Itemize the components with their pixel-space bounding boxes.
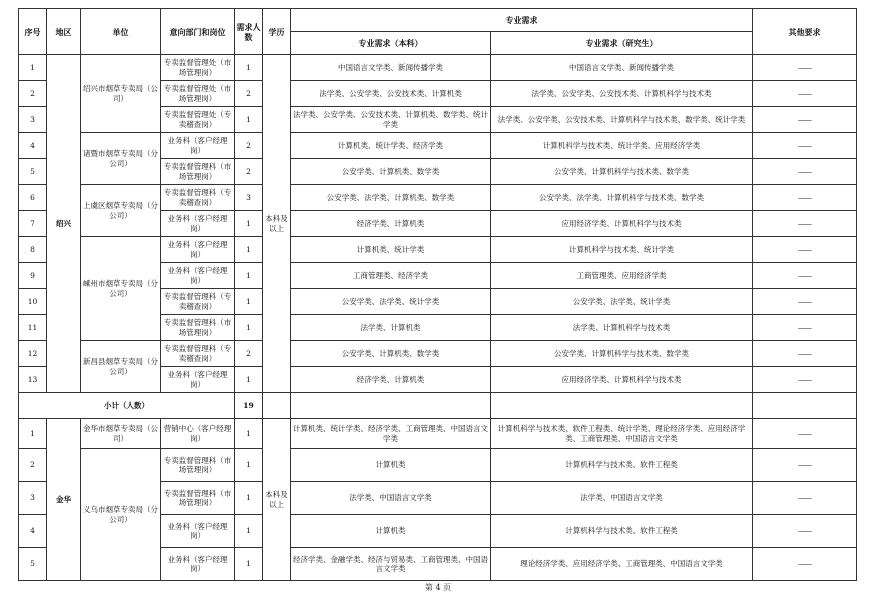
region-cell: 绍兴 bbox=[47, 55, 81, 393]
major-ug-cell: 公安学类、法学类、计算机类、数学类 bbox=[291, 185, 491, 211]
row-seq: 1 bbox=[19, 55, 47, 81]
row-seq: 8 bbox=[19, 237, 47, 263]
major-pg-cell: 公安学类、计算机科学与技术类、数学类 bbox=[491, 159, 753, 185]
unit-cell: 新昌县烟草专卖局（分公司） bbox=[81, 341, 161, 393]
other-cell: —— bbox=[753, 263, 857, 289]
header-other: 其他要求 bbox=[753, 9, 857, 55]
dept-cell: 业务科（客户经理岗） bbox=[161, 515, 235, 548]
header-major: 专业需求 bbox=[291, 9, 753, 32]
dept-cell: 业务科（客户经理岗） bbox=[161, 548, 235, 581]
other-cell: —— bbox=[753, 107, 857, 133]
row-seq: 13 bbox=[19, 367, 47, 393]
other-cell: —— bbox=[753, 548, 857, 581]
major-pg-cell: 应用经济学类、计算机科学与技术类 bbox=[491, 367, 753, 393]
dept-cell: 营销中心（客户经理岗） bbox=[161, 419, 235, 449]
dept-cell: 专卖监督管理科（市场管理岗） bbox=[161, 159, 235, 185]
count-cell: 2 bbox=[235, 159, 263, 185]
region-cell: 金华 bbox=[47, 419, 81, 581]
row-seq: 4 bbox=[19, 133, 47, 159]
count-cell: 1 bbox=[235, 515, 263, 548]
header-major-pg: 专业需求（研究生） bbox=[491, 32, 753, 55]
major-pg-cell: 公安学类、法学类、统计学类 bbox=[491, 289, 753, 315]
major-pg-cell: 理论经济学类、应用经济学类、工商管理类、中国语言文学类 bbox=[491, 548, 753, 581]
header-unit: 单位 bbox=[81, 9, 161, 55]
dept-cell: 专卖监督管理科（市场管理岗） bbox=[161, 449, 235, 482]
major-ug-cell: 经济学类、金融学类、经济与贸易类、工商管理类、中国语言文学类 bbox=[291, 548, 491, 581]
major-pg-cell: 公安学类、法学类、计算机科学与技术类、数学类 bbox=[491, 185, 753, 211]
edu-cell: 本科及以上 bbox=[263, 55, 291, 393]
count-cell: 1 bbox=[235, 315, 263, 341]
page-number: 第 4 页 bbox=[424, 583, 452, 592]
row-seq: 1 bbox=[19, 419, 47, 449]
major-pg-cell: 计算机科学与技术类、软件工程类 bbox=[491, 449, 753, 482]
major-ug-cell: 公安学类、计算机类、数学类 bbox=[291, 159, 491, 185]
count-cell: 1 bbox=[235, 419, 263, 449]
major-ug-cell: 计算机类 bbox=[291, 449, 491, 482]
dept-cell: 专卖监督管理处（市场管理岗） bbox=[161, 81, 235, 107]
row-seq: 3 bbox=[19, 107, 47, 133]
major-ug-cell: 法学类、中国语言文学类 bbox=[291, 482, 491, 515]
other-cell: —— bbox=[753, 55, 857, 81]
row-seq: 5 bbox=[19, 159, 47, 185]
row-seq: 2 bbox=[19, 449, 47, 482]
table-row bbox=[19, 341, 857, 367]
other-cell: —— bbox=[753, 289, 857, 315]
row-seq: 12 bbox=[19, 341, 47, 367]
major-ug-cell: 工商管理类、经济学类 bbox=[291, 263, 491, 289]
row-seq: 7 bbox=[19, 211, 47, 237]
other-cell: —— bbox=[753, 81, 857, 107]
dept-cell: 业务科（客户经理岗） bbox=[161, 211, 235, 237]
header-count: 需求人数 bbox=[235, 9, 263, 55]
major-pg-cell: 应用经济学类、计算机科学与技术类 bbox=[491, 211, 753, 237]
header-major-ug: 专业需求（本科） bbox=[291, 32, 491, 55]
edu-cell: 本科及以上 bbox=[263, 419, 291, 581]
header-seq: 序号 bbox=[19, 9, 47, 55]
dept-cell: 专卖监督管理处（市场管理岗） bbox=[161, 55, 235, 81]
unit-cell: 诸暨市烟草专卖局（分公司） bbox=[81, 133, 161, 185]
table-row bbox=[19, 449, 857, 482]
subtotal-value: 19 bbox=[235, 393, 263, 419]
dept-cell: 专卖监督管理处（专卖稽查岗） bbox=[161, 107, 235, 133]
count-cell: 1 bbox=[235, 107, 263, 133]
table-row bbox=[19, 237, 857, 263]
major-pg-cell: 计算机科学与技术类、统计学类 bbox=[491, 237, 753, 263]
header-region: 地区 bbox=[47, 9, 81, 55]
row-seq: 3 bbox=[19, 482, 47, 515]
major-ug-cell: 经济学类、计算机类 bbox=[291, 367, 491, 393]
table-row bbox=[19, 55, 857, 81]
subtotal-empty bbox=[263, 393, 291, 419]
major-ug-cell: 计算机类、统计学类 bbox=[291, 237, 491, 263]
other-cell: —— bbox=[753, 315, 857, 341]
other-cell: —— bbox=[753, 482, 857, 515]
other-cell: —— bbox=[753, 515, 857, 548]
major-pg-cell: 工商管理类、应用经济学类 bbox=[491, 263, 753, 289]
recruitment-table bbox=[18, 8, 857, 581]
dept-cell: 业务科（客户经理岗） bbox=[161, 133, 235, 159]
major-pg-cell: 公安学类、计算机科学与技术类、数学类 bbox=[491, 341, 753, 367]
major-pg-cell: 计算机科学与技术类、软件工程类 bbox=[491, 515, 753, 548]
major-pg-cell: 法学类、中国语言文学类 bbox=[491, 482, 753, 515]
subtotal-empty bbox=[491, 393, 753, 419]
other-cell: —— bbox=[753, 237, 857, 263]
unit-cell: 嵊州市烟草专卖局（分公司） bbox=[81, 237, 161, 341]
subtotal-label: 小计（人数） bbox=[19, 393, 235, 419]
count-cell: 1 bbox=[235, 237, 263, 263]
major-ug-cell: 公安学类、计算机类、数学类 bbox=[291, 341, 491, 367]
row-seq: 10 bbox=[19, 289, 47, 315]
row-seq: 4 bbox=[19, 515, 47, 548]
other-cell: —— bbox=[753, 133, 857, 159]
subtotal-row bbox=[19, 393, 857, 419]
dept-cell: 专卖监督管理科（市场管理岗） bbox=[161, 482, 235, 515]
other-cell: —— bbox=[753, 159, 857, 185]
major-ug-cell: 计算机类、统计学类、经济学类 bbox=[291, 133, 491, 159]
count-cell: 1 bbox=[235, 289, 263, 315]
dept-cell: 专卖监督管理科（市场管理岗） bbox=[161, 315, 235, 341]
major-ug-cell: 计算机类 bbox=[291, 515, 491, 548]
major-pg-cell: 法学类、计算机科学与技术类 bbox=[491, 315, 753, 341]
table-row bbox=[19, 133, 857, 159]
row-seq: 6 bbox=[19, 185, 47, 211]
other-cell: —— bbox=[753, 367, 857, 393]
count-cell: 1 bbox=[235, 263, 263, 289]
count-cell: 2 bbox=[235, 341, 263, 367]
header-dept: 意向部门和岗位 bbox=[161, 9, 235, 55]
unit-cell: 义乌市烟草专卖局（分公司） bbox=[81, 449, 161, 581]
dept-cell: 业务科（客户经理岗） bbox=[161, 263, 235, 289]
count-cell: 1 bbox=[235, 449, 263, 482]
count-cell: 1 bbox=[235, 548, 263, 581]
other-cell: —— bbox=[753, 341, 857, 367]
other-cell: —— bbox=[753, 419, 857, 449]
major-pg-cell: 法学类、公安学类、公安技术类、计算机科学与技术类 bbox=[491, 81, 753, 107]
dept-cell: 专卖监督管理科（专卖稽查岗） bbox=[161, 185, 235, 211]
subtotal-empty bbox=[291, 393, 491, 419]
count-cell: 3 bbox=[235, 185, 263, 211]
dept-cell: 业务科（客户经理岗） bbox=[161, 237, 235, 263]
major-pg-cell: 计算机科学与技术类、统计学类、应用经济学类 bbox=[491, 133, 753, 159]
dept-cell: 业务科（客户经理岗） bbox=[161, 367, 235, 393]
row-seq: 2 bbox=[19, 81, 47, 107]
major-ug-cell: 法学类、计算机类 bbox=[291, 315, 491, 341]
row-seq: 9 bbox=[19, 263, 47, 289]
table-row bbox=[19, 185, 857, 211]
major-ug-cell: 法学类、公安学类、公安技术类、计算机类 bbox=[291, 81, 491, 107]
unit-cell: 绍兴市烟草专卖局（公司） bbox=[81, 55, 161, 133]
unit-cell: 金华市烟草专卖局（公司） bbox=[81, 419, 161, 449]
header-edu: 学历 bbox=[263, 9, 291, 55]
unit-cell: 上虞区烟草专卖局（分公司） bbox=[81, 185, 161, 237]
other-cell: —— bbox=[753, 449, 857, 482]
count-cell: 2 bbox=[235, 81, 263, 107]
major-ug-cell: 经济学类、计算机类 bbox=[291, 211, 491, 237]
count-cell: 2 bbox=[235, 133, 263, 159]
other-cell: —— bbox=[753, 211, 857, 237]
table-row bbox=[19, 419, 857, 449]
count-cell: 1 bbox=[235, 482, 263, 515]
major-ug-cell: 公安学类、法学类、统计学类 bbox=[291, 289, 491, 315]
count-cell: 1 bbox=[235, 367, 263, 393]
major-pg-cell: 中国语言文学类、新闻传播学类 bbox=[491, 55, 753, 81]
subtotal-empty bbox=[753, 393, 857, 419]
row-seq: 11 bbox=[19, 315, 47, 341]
dept-cell: 专卖监督管理科（专卖稽查岗） bbox=[161, 341, 235, 367]
major-ug-cell: 法学类、公安学类、公安技术类、计算机类、数学类、统计学类 bbox=[291, 107, 491, 133]
major-pg-cell: 法学类、公安学类、公安技术类、计算机科学与技术类、数学类、统计学类 bbox=[491, 107, 753, 133]
major-pg-cell: 计算机科学与技术类、软件工程类、统计学类、理论经济学类、应用经济学类、工商管理类、中国语言文学类 bbox=[491, 419, 753, 449]
major-ug-cell: 计算机类、统计学类、经济学类、工商管理类、中国语言文学类 bbox=[291, 419, 491, 449]
count-cell: 1 bbox=[235, 55, 263, 81]
major-ug-cell: 中国语言文学类、新闻传播学类 bbox=[291, 55, 491, 81]
count-cell: 1 bbox=[235, 211, 263, 237]
dept-cell: 专卖监督管理科（专卖稽查岗） bbox=[161, 289, 235, 315]
row-seq: 5 bbox=[19, 548, 47, 581]
other-cell: —— bbox=[753, 185, 857, 211]
